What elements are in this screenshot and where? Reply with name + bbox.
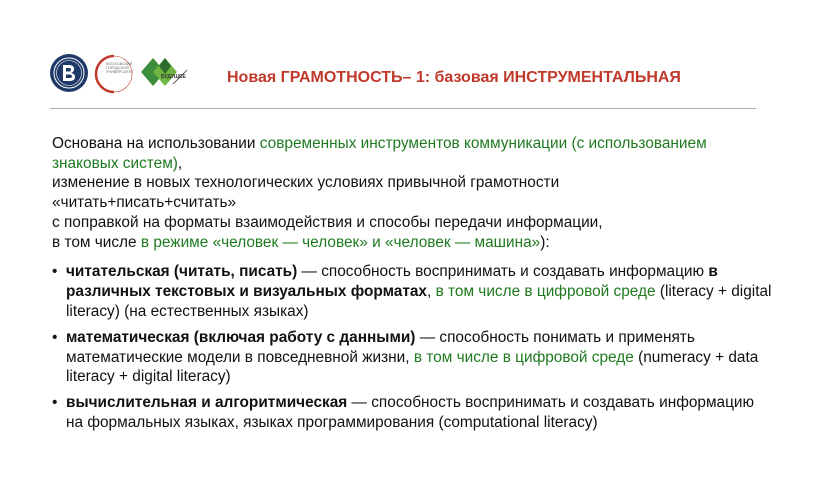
item-highlight: в том числе в цифровой среде	[435, 282, 656, 300]
intro-text: ,	[177, 154, 183, 172]
intro-line-1	[52, 134, 772, 173]
bullet-icon: •	[52, 394, 58, 412]
intro-line-5	[52, 233, 772, 253]
future-logo-text: БУДУЩЕЕ	[161, 74, 186, 80]
intro-text: Основана на использовании	[52, 135, 260, 152]
item-highlight: в том числе в цифровой среде	[413, 348, 634, 366]
list-item-reading	[52, 262, 772, 321]
item-text: — способность воспринимать и создавать информацию на формальных языках, языках программирования (computational literacy)	[66, 394, 755, 432]
item-text: ,	[427, 282, 436, 300]
intro-highlight: в режиме «человек — человек» и «человек — машина»	[140, 233, 541, 251]
item-text: (numeracy + data literacy + digital literacy)	[66, 348, 759, 386]
intro-text: ):	[540, 233, 550, 251]
intro-line-3: «читать+писать+считать»	[52, 194, 237, 212]
bullet-icon: •	[52, 263, 58, 281]
hse-logo-icon	[49, 53, 89, 93]
list-item-computational	[52, 393, 772, 432]
item-text: (literacy + digital literacy) (на естественных языках)	[66, 282, 772, 320]
intro-text: в том числе	[52, 233, 141, 251]
item-term: читательская (читать, писать)	[66, 263, 298, 281]
item-term: математическая (включая работу с данными)	[66, 328, 416, 346]
list-item-math	[52, 328, 772, 387]
bullet-icon: •	[52, 328, 58, 346]
item-text: — способность понимать и применять математические модели в повседневной жизни,	[66, 328, 695, 366]
slide-title: Новая ГРАМОТНОСТЬ– 1: базовая ИНСТРУМЕНТАЛЬНАЯ	[227, 69, 681, 86]
mgpu-logo-text: МОСКОВСКИЙ ГОРОДСКОЙ УНИВЕРСИТЕТ	[106, 62, 134, 74]
slide-body	[52, 134, 772, 439]
intro-line-2: изменение в новых технологических условиях привычной грамотности	[52, 174, 560, 192]
item-term-secondary: в различных текстовых и визуальных форматах	[66, 263, 718, 300]
slide-header	[0, 0, 816, 110]
intro-line-4: с поправкой на форматы взаимодействия и способы передачи информации,	[52, 213, 603, 231]
literacy-list	[52, 262, 772, 433]
item-term: вычислительная и алгоритмическая	[66, 394, 348, 412]
intro-paragraph	[52, 134, 772, 252]
title-divider	[50, 108, 756, 109]
mgpu-logo-icon	[93, 53, 135, 95]
intro-highlight: современных инструментов коммуникации (с использованием знаковых систем)	[52, 135, 707, 172]
item-text: — способность воспринимать и создавать информацию	[297, 263, 709, 281]
